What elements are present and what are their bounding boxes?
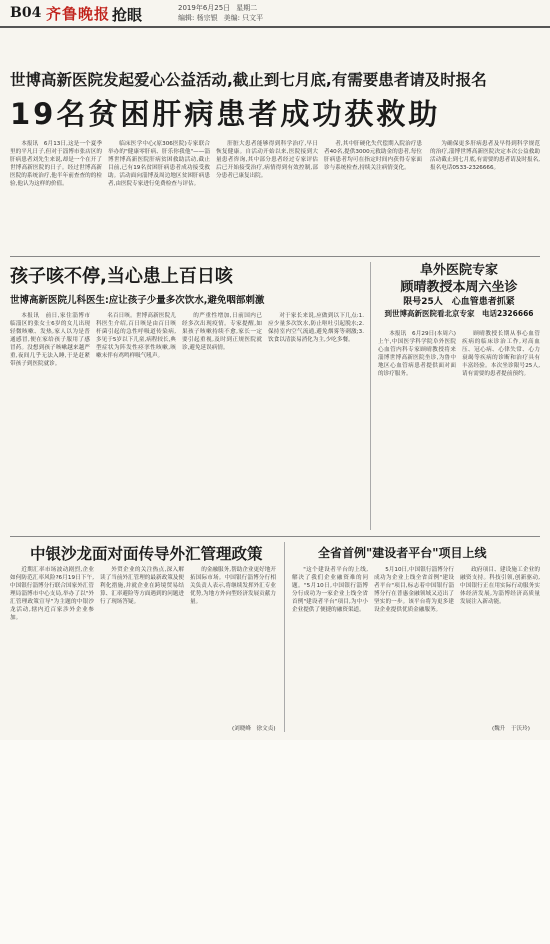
divider	[10, 536, 540, 537]
guarantee-author: (魏升 于沃玲)	[492, 726, 530, 732]
page-weekday: 星期二	[236, 4, 258, 12]
forex-headline: 中银沙龙面对面传导外汇管理政策	[30, 545, 263, 563]
guarantee-column-3: 政府项目、建设施工企业的融资支持。科技引领,创新驱动,中国银行正在用实际行动服务实体经济发展,为淄博经济高质量发展注入新动能。	[460, 567, 540, 605]
page-meta	[178, 3, 269, 23]
divider	[370, 262, 371, 530]
advert-column-1: 本报讯 6月29日(本周六)上午,中国医学科学院阜外医院心血管内科专家顾晴教授将来淄博世博高新医院坐诊,为鲁中地区心血管病患者提供面对面的诊疗服务。	[378, 331, 456, 377]
newspaper-logo: 齐鲁晚报	[46, 5, 111, 23]
page-designer: 美编: 只文平	[223, 14, 264, 22]
page-number: B04	[10, 5, 42, 21]
divider	[10, 256, 540, 257]
advert-line-2: 顾晴教授本周六坐诊	[400, 280, 518, 295]
advert-column-2: 顾晴教授长期从事心血管疾病的临床诊治工作,对高血压、冠心病、心律失常、心力衰竭等疾病的诊断和治疗具有丰富经验。本次坐诊限号25人,请有需要的患者提前预约。	[462, 331, 540, 377]
forex-column-2: 外贸企业的关注热点,深入解读了当前外汇管理的最新政策及便利化措施,并就企业在跨境贸易结算、汇率避险等方面遇到的问题进行了现场答疑。	[100, 567, 184, 605]
lead-headline: 19名贫困肝病患者成功获救助	[10, 97, 441, 131]
divider	[284, 542, 285, 732]
guarantee-headline: 全省首例"建设者平台"项目上线	[318, 546, 487, 560]
doctor-advert	[378, 262, 540, 319]
page-header	[0, 0, 550, 28]
cough-column-3: 的严重性增加,日前国内已经多次出现疫情。专家提醒,如果孩子咳嗽持续不愈,家长一定要引起重视,及时到正规医院就诊,避免延误病情。	[182, 313, 262, 351]
cough-column-4: 对于家长来说,应做到以下几点:1.应少量多次饮水,防止呕吐引起脱水;2.保持室内空气流通,避免烟雾等刺激;3.饮食以清淡易消化为主,少吃多餐。	[268, 313, 364, 343]
lead-kicker: 世博高新医院发起爱心公益活动,截止到七月底,有需要患者请及时报名	[10, 71, 487, 89]
page-editor: 编辑: 杨宗银	[178, 14, 218, 22]
blank-area	[0, 740, 550, 944]
lead-column-1: 本报讯 6月13日,这是一个夏季里的平凡日子,但对于淄博市张店区的肝病患者刘先生来说,却是一个在开了世博高新医院的日子。经过世博高新医院的系统治疗,他半年前查查的的检验,他认为这样的价值。	[10, 141, 102, 187]
lead-column-3: 肝脏大患者能够得到科学治疗,早日恢复健康。自活动开始以来,医院接到大量患者咨询,其中部分患者经过专家评估后已开始接受治疗,病情得到有效控制,部分患者已康复出院。	[216, 141, 318, 179]
page-date: 2019年6月25日	[178, 4, 231, 12]
advert-line-3: 限号25人 心血管患者抓紧	[403, 297, 515, 307]
lead-column-5: 为确保更多肝病患者及早得到科学规范的治疗,淄博世博高新医院决定本次公益救助活动截止到七月底,有需要的患者请及时报名,报名电话0533-2326666。	[430, 141, 540, 171]
guarantee-column-2: 5月10日,中国银行淄博分行成功为企业上线全省首例"建设者平台"项目,标志着中国银行淄博分行在普惠金融领域又迈出了坚实的一步。该平台将为更多建设企业提供优质金融服务。	[374, 567, 454, 613]
advert-line-1: 阜外医院专家	[419, 263, 498, 278]
cough-subhead: 世博高新医院儿科医生:应让孩子少量多次饮水,避免咽部刺激	[10, 295, 265, 306]
section-name: 抢眼	[112, 6, 143, 24]
cough-headline: 孩子咳不停,当心患上百日咳	[10, 266, 233, 287]
cough-column-1: 本报讯 前日,家住淄博市临淄区的张女士6岁的女儿出现轻微咳嗽、发热,家人以为是普通感冒,便在家给孩子服用了感冒药。没想到孩子咳嗽越来越严重,夜间几乎无法入睡,于是赶紧带孩子到医院就诊。	[10, 313, 90, 367]
advert-line-4: 到世博高新医院看北京专家 电话2326666	[384, 309, 534, 318]
lead-column-4: 者,其中肝硬化失代偿期入院治疗患者40名,提供3000元救助金的患者,每位肝病患者均可在指定时间内获得专家面诊与系统检查,持续关注病情变化。	[324, 141, 422, 171]
forex-column-3: 的金融服务,帮助企业更好地开拓国际市场。中国银行淄博分行相关负责人表示,将继续发挥外汇专业优势,为地方外向型经济发展贡献力量。	[190, 567, 276, 605]
lead-column-2: 临床医学中心(原306医院)专家联合举办的"健康零肝病、肝乐你我他"——淄博世博高新医院肝病贫困救助活动,截止目前,已有19名贫困肝病患者成功接受救助。活动面向淄博及周边地区贫困肝病患者,由医院专家进行免费检查与评估。	[108, 141, 210, 187]
forex-author: (刘晓峰 徐文贞)	[232, 726, 276, 732]
cough-column-2: 名百日咳。世博高新医院儿科医生介绍,百日咳是由百日咳杆菌引起的急性呼吸道传染病,多见于5岁以下儿童,病程较长,典型症状为阵发性痉挛性咳嗽,咳嗽末伴有鸡鸣样吸气吼声。	[96, 313, 176, 359]
guarantee-column-1: "这个建设者平台的上线,解决了我们企业融资难的问题。"5月10日,中国银行淄博分行成功为一家企业上线全省首例"建设者平台"项目,为中小企业提供了便捷的融资渠道。	[292, 567, 368, 613]
forex-column-1: 近期汇率市场波动剧烈,企业如何防范汇率风险?6月19日下午,中国银行淄博分行联合国家外汇管理局淄博市中心支局,举办了以"外汇管理政策宣导"为主题的中银沙龙活动,辖内近百家涉外企业参加。	[10, 567, 94, 621]
